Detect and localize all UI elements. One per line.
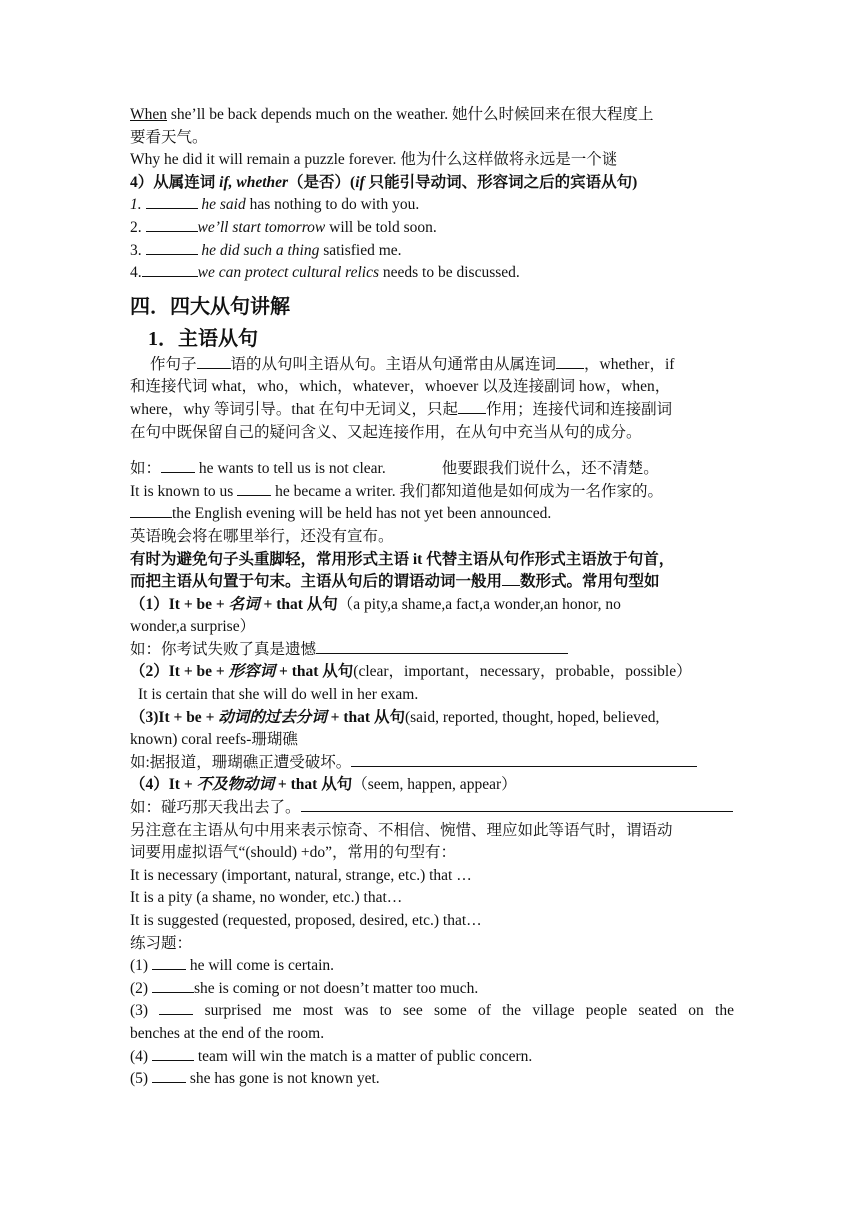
answer-blank[interactable] [301,797,733,812]
section-heading: 四．四大从句讲解 [130,295,290,318]
pattern-line: （4）It + 不及物动词 + that 从句（seem, happen, appear） [130,776,517,794]
paragraph-line: 和连接代词 what，who，which，whatever，whoever 以及连接副词 how，when， [130,378,671,396]
underlined-word: When [130,106,168,123]
pattern-example: 如：碰巧那天我出去了。 [130,797,734,820]
answer-blank[interactable] [146,194,198,209]
pattern-example: 如：你考试失败了真是遗憾 [130,639,734,662]
document-page [130,104,734,1091]
answer-blank[interactable] [316,639,568,654]
pattern-line: wonder,a surprise） [130,618,256,636]
exercise-line: 4. we can protect cultural relics needs to be discussed. [130,264,520,282]
answer-blank[interactable] [161,458,195,473]
text-line: 要看天气。 [130,128,208,146]
text-line: It is suggested (requested, proposed, desired, etc.) that… [130,912,482,929]
blank-line [130,444,734,458]
text-line: 词要用虚拟语气“(should) +do”，常用的句型有： [130,844,457,862]
practice-title: 练习题： [130,934,193,952]
answer-blank[interactable] [502,571,520,586]
answer-blank[interactable] [146,217,198,232]
answer-blank[interactable] [351,752,697,767]
text-line: Why he did it will remain a puzzle forever. 他为什么这样做将永远是一个谜 [130,151,618,169]
pattern-line: （1）It + be + 名词 + that 从句（a pity,a shame,a fact,a wonder,an honor, no [130,595,621,613]
practice-question: (1) he will come is certain. [130,957,335,975]
answer-blank[interactable] [159,1000,193,1015]
exercise-line: 1. he said has nothing to do with you. [130,196,420,214]
answer-blank[interactable] [152,1046,194,1061]
example-line: It is known to us he became a writer. 我们都知道他是如何成为一名作家的。 [130,482,663,500]
pattern-example: It is certain that she will do well in her exam. [138,686,419,704]
pattern-line: （3)It + be + 动词的过去分词 + that 从句(said, reported, thought, hoped, believed, [130,708,660,726]
answer-blank[interactable] [146,240,198,255]
answer-blank[interactable] [237,481,271,496]
example-line: the English evening will be held has not yet been announced. [130,503,734,526]
bold-note-line: 有时为避免句子头重脚轻，常用形式主语 it 代替主语从句作形式主语放于句首， [130,550,675,568]
practice-question: benches at the end of the room. [130,1024,325,1042]
answer-blank[interactable] [152,1068,186,1083]
answer-blank[interactable] [130,503,172,518]
text-line: It is a pity (a shame, no wonder, etc.) that… [130,889,403,907]
text-line: 另注意在主语从句中用来表示惊奇、不相信、惋惜、理应如此等语气时，谓语动 [130,821,673,839]
exercise-line: 3. he did such a thing satisfied me. [130,241,402,259]
subsection-heading: 1．主语从句 [148,327,258,350]
exercise-line: 2. we’ll start tomorrow will be told soon. [130,218,437,236]
practice-question: (4) team will win the match is a matter of public concern. [130,1047,533,1065]
paragraph-line: 在句中既保留自己的疑问含义、又起连接作用，在从句中充当从句的成分。 [130,423,642,441]
answer-blank[interactable] [152,978,194,993]
text-line: When she’ll be back depends much on the weather. 她什么时候回来在很大程度上 [130,106,654,123]
pattern-line: known) coral reefs-珊瑚礁 [130,731,298,749]
answer-blank[interactable] [556,354,584,369]
pattern-example: 如:据报道，珊瑚礁正遭受破坏。 [130,752,734,775]
subheading-conjunctions: 4）从属连词 if, whether（是否）(if 只能引导动词、形容词之后的宾语从句) [130,173,638,191]
practice-question: (5) she has gone is not known yet. [130,1070,380,1088]
answer-blank[interactable] [142,262,198,277]
paragraph-line: where，why 等词引导。that 在句中无词义，只起 作用；连接代词和连接副词 [130,400,673,418]
practice-question: (2) she is coming or not doesn’t matter too much. [130,979,479,997]
practice-question: (3) surprised me most was to see some of the village people seated on the [130,1002,734,1020]
text-line: It is necessary (important, natural, strange, etc.) that … [130,866,472,884]
answer-blank[interactable] [197,354,231,369]
paragraph-line: 作句子 语的从句叫主语从句。主语从句通常由从属连词 ，whether，if [150,355,675,373]
pattern-line: （2）It + be + 形容词 + that 从句(clear，important，necessary，probable，possible） [130,663,692,681]
answer-blank[interactable] [458,399,486,414]
bold-note-line: 而把主语从句置于句末。主语从句后的谓语动词一般用 数形式。常用句型如 [130,573,660,591]
answer-blank[interactable] [152,955,186,970]
example-line: 英语晚会将在哪里举行，还没有宣布。 [130,527,394,545]
example-line: 如： he wants to tell us is not clear. 他要跟我们说什么，还不清楚。 [130,460,659,478]
